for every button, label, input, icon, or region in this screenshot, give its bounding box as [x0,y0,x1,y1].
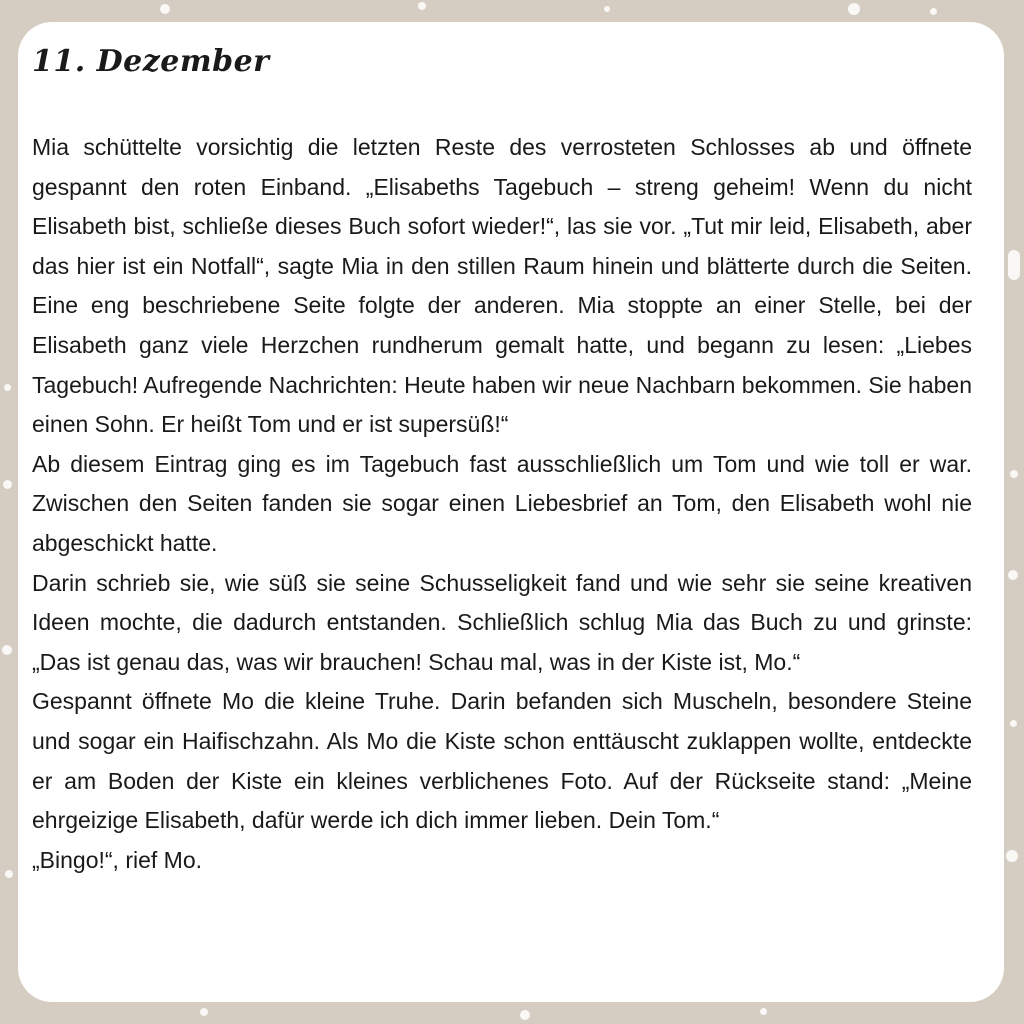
story-paragraph: Mia schüttelte vorsichtig die letzten Reste des verrosteten Schlosses ab und öffnete gespannt den roten Einband. „Elisabeths Tagebuch – streng geheim! Wenn du nicht Elisabeth bist, schließe dieses Buch sofort wieder!“, las sie vor. „Tut mir leid, Elisabeth, aber das hier ist ein Notfall“, sagte Mia in den stillen Raum hinein und blätterte durch die Seiten. Eine eng beschriebene Seite folgte der anderen. Mia stoppte an einer Stelle, bei der Elisabeth ganz viele Herzchen rundherum gemalt hatte, und begann zu lesen: „Liebes Tagebuch! Aufregende Nachrichten: Heute haben wir neue Nachbarn bekommen. Sie haben einen Sohn. Er heißt Tom und er ist supersüß!“ [32,134,972,438]
story-paragraph: Darin schrieb sie, wie süß sie seine Schusseligkeit fand und wie sehr sie seine kreativen Ideen mochte, die dadurch entstanden. Schließlich schlug Mia das Buch zu und grinste: „Das ist genau das, was wir brauchen! Schau mal, was in der Kiste ist, Mo.“ [32,569,972,675]
background-dot [1010,720,1017,727]
background-dot [2,645,12,655]
background-dot [1006,850,1018,862]
story-text [32,128,972,880]
background-dot [604,6,610,12]
page-title: 11. Dezember [32,44,270,79]
background-dot [4,384,11,391]
background-dot [418,2,426,10]
background-dot [930,8,937,15]
background-dot [520,1010,530,1020]
story-paragraph: Gespannt öffnete Mo die kleine Truhe. Darin befanden sich Muscheln, besondere Steine und sogar ein Haifischzahn. Als Mo die Kiste schon enttäuscht zuklappen wollte, entdeckte er am Boden der Kiste ein kleines verblichenes Foto. Auf der Rückseite stand: „Meine ehrgeizige Elisabeth, dafür werde ich dich immer lieben. Dein Tom.“ [32,688,972,834]
background-dot [1008,570,1018,580]
background-dot [1008,250,1020,280]
background-dot [1010,470,1018,478]
background-dot [760,1008,767,1015]
background-dot [160,4,170,14]
story-paragraph: „Bingo!“, rief Mo. [32,846,202,873]
content-card [18,22,1004,1002]
background-dot [200,1008,208,1016]
background-dot [5,870,13,878]
background-dot [848,3,860,15]
background-dot [3,480,12,489]
story-paragraph: Ab diesem Eintrag ging es im Tagebuch fast ausschließlich um Tom und wie toll er war. Zwischen den Seiten fanden sie sogar einen Liebesbrief an Tom, den Elisabeth wohl nie abgeschickt hatte. [32,450,972,556]
